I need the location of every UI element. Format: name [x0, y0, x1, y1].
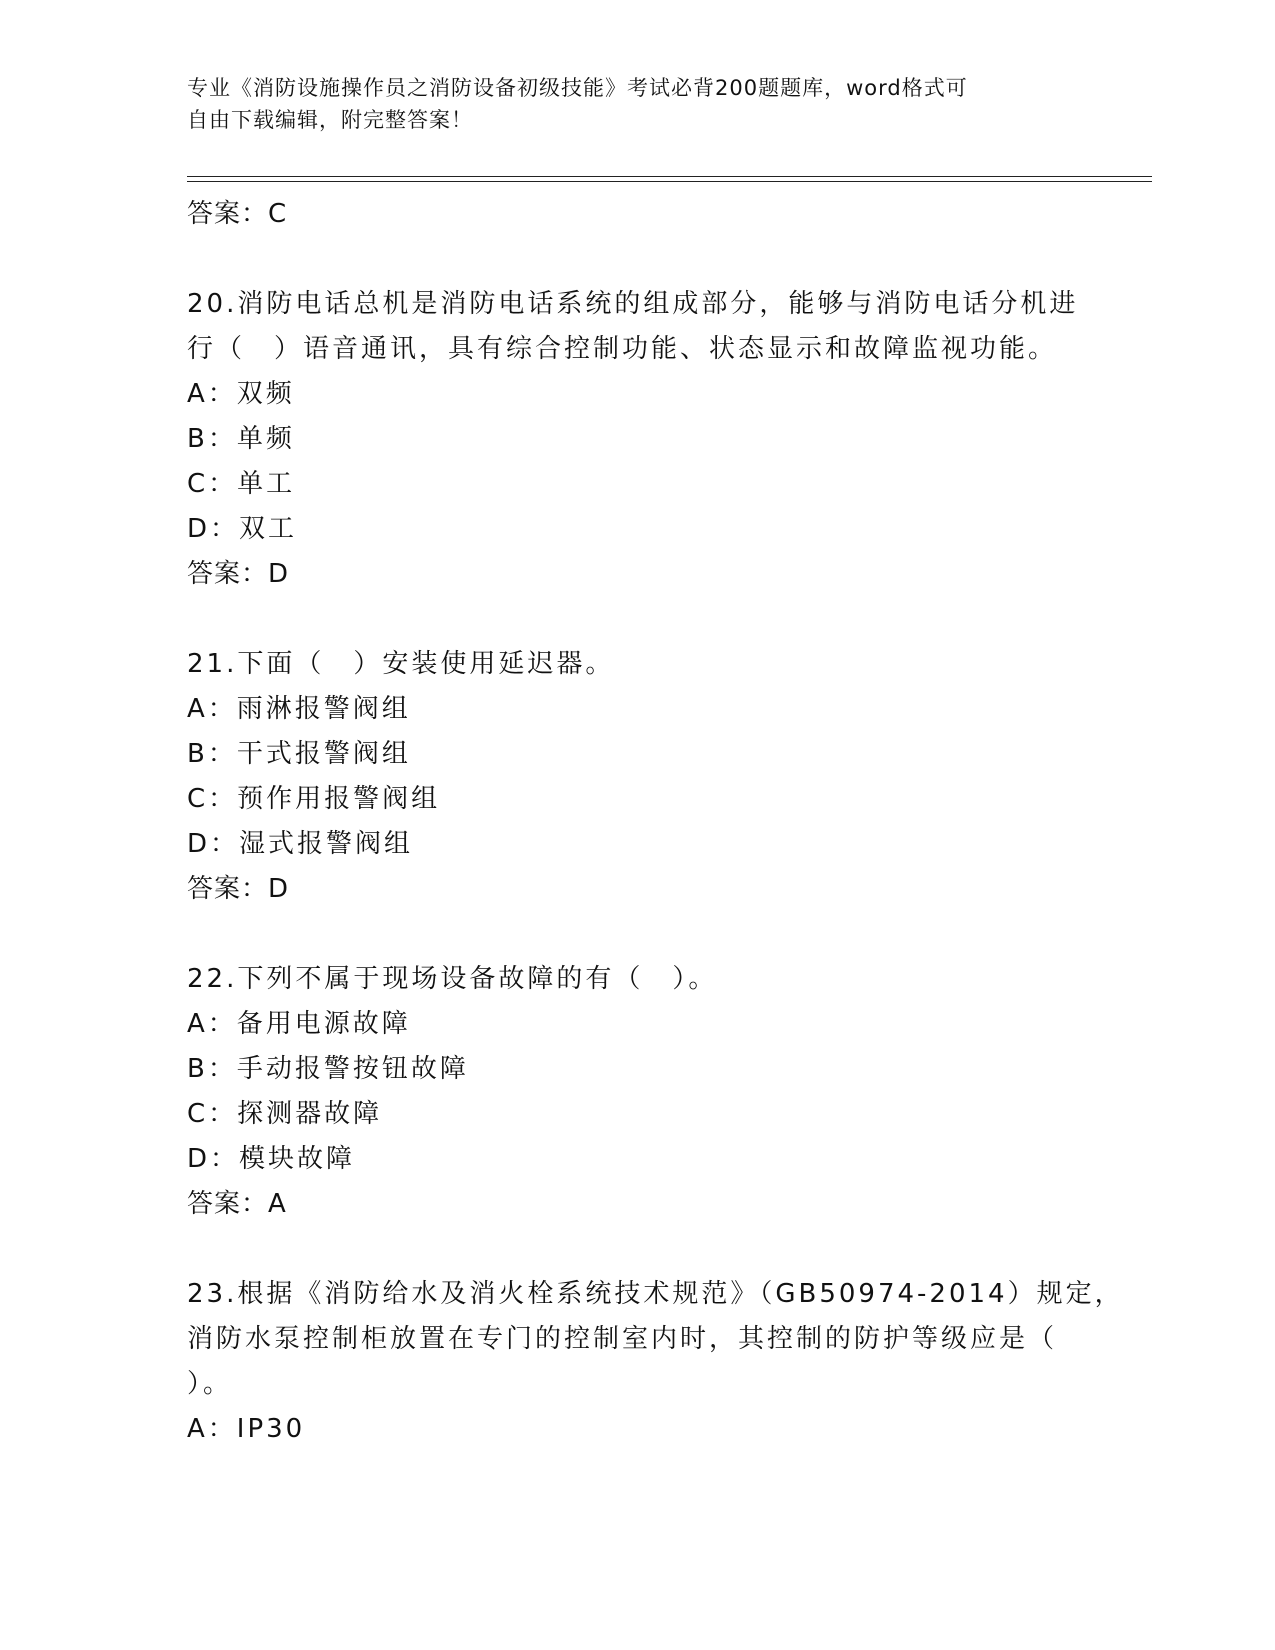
question-stem-line: 22.下列不属于现场设备故障的有（ ）。 — [187, 964, 718, 994]
option-b: B：干式报警阀组 — [187, 739, 411, 769]
question-stem-line: 20.消防电话总机是消防电话系统的组成部分，能够与消防电话分机进 — [187, 289, 1079, 319]
spacer — [187, 1227, 1087, 1272]
document-body — [187, 192, 1124, 1452]
option-d: D：模块故障 — [187, 1144, 356, 1174]
question-stem-line: 23.根据《消防给水及消火栓系统技术规范》（GB50974-2014）规定， — [187, 1279, 1124, 1309]
answer-line: 答案：A — [187, 1189, 287, 1219]
spacer — [187, 237, 1087, 282]
question-20 — [187, 282, 1087, 597]
option-a: A：IP30 — [187, 1414, 306, 1444]
option-c: C：探测器故障 — [187, 1099, 383, 1129]
header-divider-bottom — [187, 181, 1152, 182]
spacer — [187, 597, 1087, 642]
question-stem-line: 行（ ）语音通讯，具有综合控制功能、状态显示和故障监视功能。 — [187, 334, 1058, 364]
option-a: A：备用电源故障 — [187, 1009, 411, 1039]
option-c: C：单工 — [187, 469, 296, 499]
option-c: C：预作用报警阀组 — [187, 784, 441, 814]
question-stem-line: 消防水泵控制柜放置在专门的控制室内时，其控制的防护等级应是（ — [187, 1324, 1058, 1354]
answer-line: 答案：D — [187, 874, 290, 904]
question-21 — [187, 642, 1087, 912]
option-d: D：双工 — [187, 514, 298, 544]
option-d: D：湿式报警阀组 — [187, 829, 414, 859]
header-line-1: 专业《消防设施操作员之消防设备初级技能》考试必背200题题库，word格式可 — [187, 76, 968, 100]
answer-line: 答案：D — [187, 559, 290, 589]
option-a: A：双频 — [187, 379, 295, 409]
spacer — [187, 912, 1087, 957]
option-b: B：手动报警按钮故障 — [187, 1054, 469, 1084]
previous-answer: 答案：C — [187, 199, 288, 229]
document-header — [187, 72, 1067, 136]
header-line-2: 自由下载编辑，附完整答案！ — [187, 108, 473, 132]
header-divider-top — [187, 176, 1152, 177]
option-b: B：单频 — [187, 424, 295, 454]
question-23 — [187, 1272, 1124, 1452]
question-22 — [187, 957, 1087, 1227]
question-stem-line: 21.下面（ ）安装使用延迟器。 — [187, 649, 615, 679]
question-stem-line: ）。 — [187, 1369, 233, 1399]
option-a: A：雨淋报警阀组 — [187, 694, 411, 724]
